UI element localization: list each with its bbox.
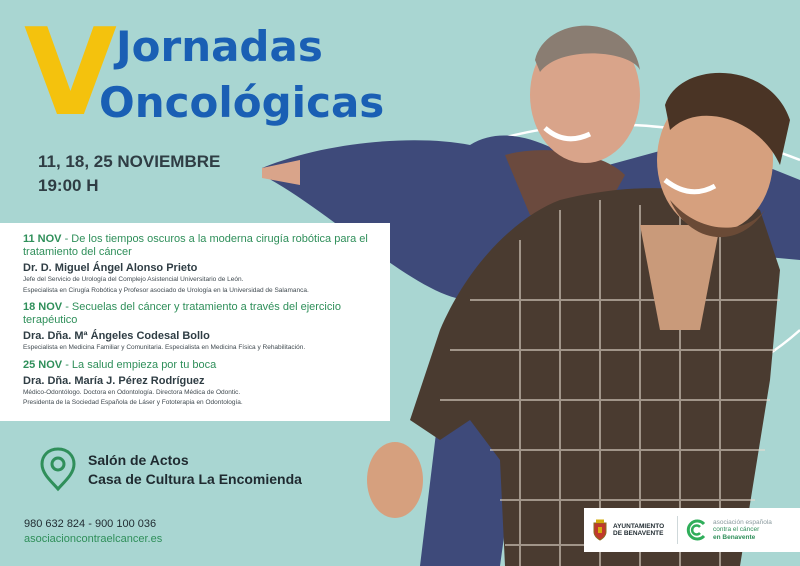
venue-name: Salón de Actos: [88, 452, 189, 468]
location-pin-icon: [38, 446, 78, 492]
speaker-bio-line: Jefe del Servicio de Urología del Complejo Asistencial Universitario de León.: [23, 276, 244, 283]
aecc-line: en Benavente: [713, 533, 756, 541]
talk-item: [23, 301, 378, 353]
talk-topic: - De los tiempos oscuros a la moderna cirugía robótica para el tratamiento del cáncer: [23, 233, 368, 258]
talk-date: 11 NOV: [23, 233, 62, 245]
venue-place: Casa de Cultura La Encomienda: [88, 471, 302, 487]
talk-topic: - La salud empieza por tu boca: [62, 358, 217, 371]
aecc-logo-icon: [686, 519, 708, 541]
event-time: 19:00 H: [38, 176, 99, 195]
talk-heading: [23, 233, 378, 259]
event-dates: 11, 18, 25 NOVIEMBRE: [38, 152, 221, 171]
contact-website[interactable]: asociacioncontraelcancer.es: [24, 533, 163, 545]
logo-divider: [677, 516, 678, 544]
coat-of-arms-icon: [592, 519, 608, 541]
speaker-bio-line: Especialista en Cirugía Robótica y Profesor asociado de Urología en la Universidad de Salamanca.: [23, 286, 309, 294]
speaker-bio-line: Presidenta de la Sociedad Española de Láser y Fototerapia en Odontología.: [23, 399, 243, 406]
title-line-1: Jornadas: [116, 22, 323, 71]
ayuntamiento-line: DE BENAVENTE: [613, 530, 664, 537]
contact-phones: 980 632 824 - 900 100 036: [24, 518, 157, 530]
talk-speaker: Dr. D. Miguel Ángel Alonso Prieto: [23, 262, 198, 274]
talk-heading: [23, 359, 378, 372]
speaker-bio-line: Médico-Odontólogo. Doctora en Odontología. Directora Médica de Odontic.: [23, 388, 241, 396]
talk-speaker: Dra. Dña. Mª Ángeles Codesal Bollo: [23, 330, 210, 342]
program-panel: [0, 223, 390, 421]
aecc-logo-text: [713, 519, 772, 542]
talk-topic: - Secuelas del cáncer y tratamiento a través del ejercicio terapéutico: [23, 301, 341, 326]
speaker-bio-line: Especialista en Medicina Familiar y Comunitaria. Especialista en Medicina Física y Rehabilitación.: [23, 344, 306, 351]
talk-speaker: Dra. Dña. María J. Pérez Rodríguez: [23, 374, 205, 387]
title-line-2: Oncológicas: [99, 78, 385, 127]
talk-date: 18 NOV: [23, 301, 63, 313]
ayuntamiento-logo-text: [613, 523, 673, 538]
talk-item: [23, 359, 378, 408]
aecc-line: contra el cáncer: [713, 526, 760, 534]
talk-item: [23, 233, 378, 295]
sponsor-logos: [584, 508, 800, 552]
roman-numeral: V: [24, 4, 115, 143]
ayuntamiento-line: AYUNTAMIENTO: [613, 522, 665, 530]
talk-date: 25 NOV: [23, 358, 63, 371]
aecc-line: asociación española: [713, 518, 772, 526]
talk-heading: [23, 301, 378, 327]
